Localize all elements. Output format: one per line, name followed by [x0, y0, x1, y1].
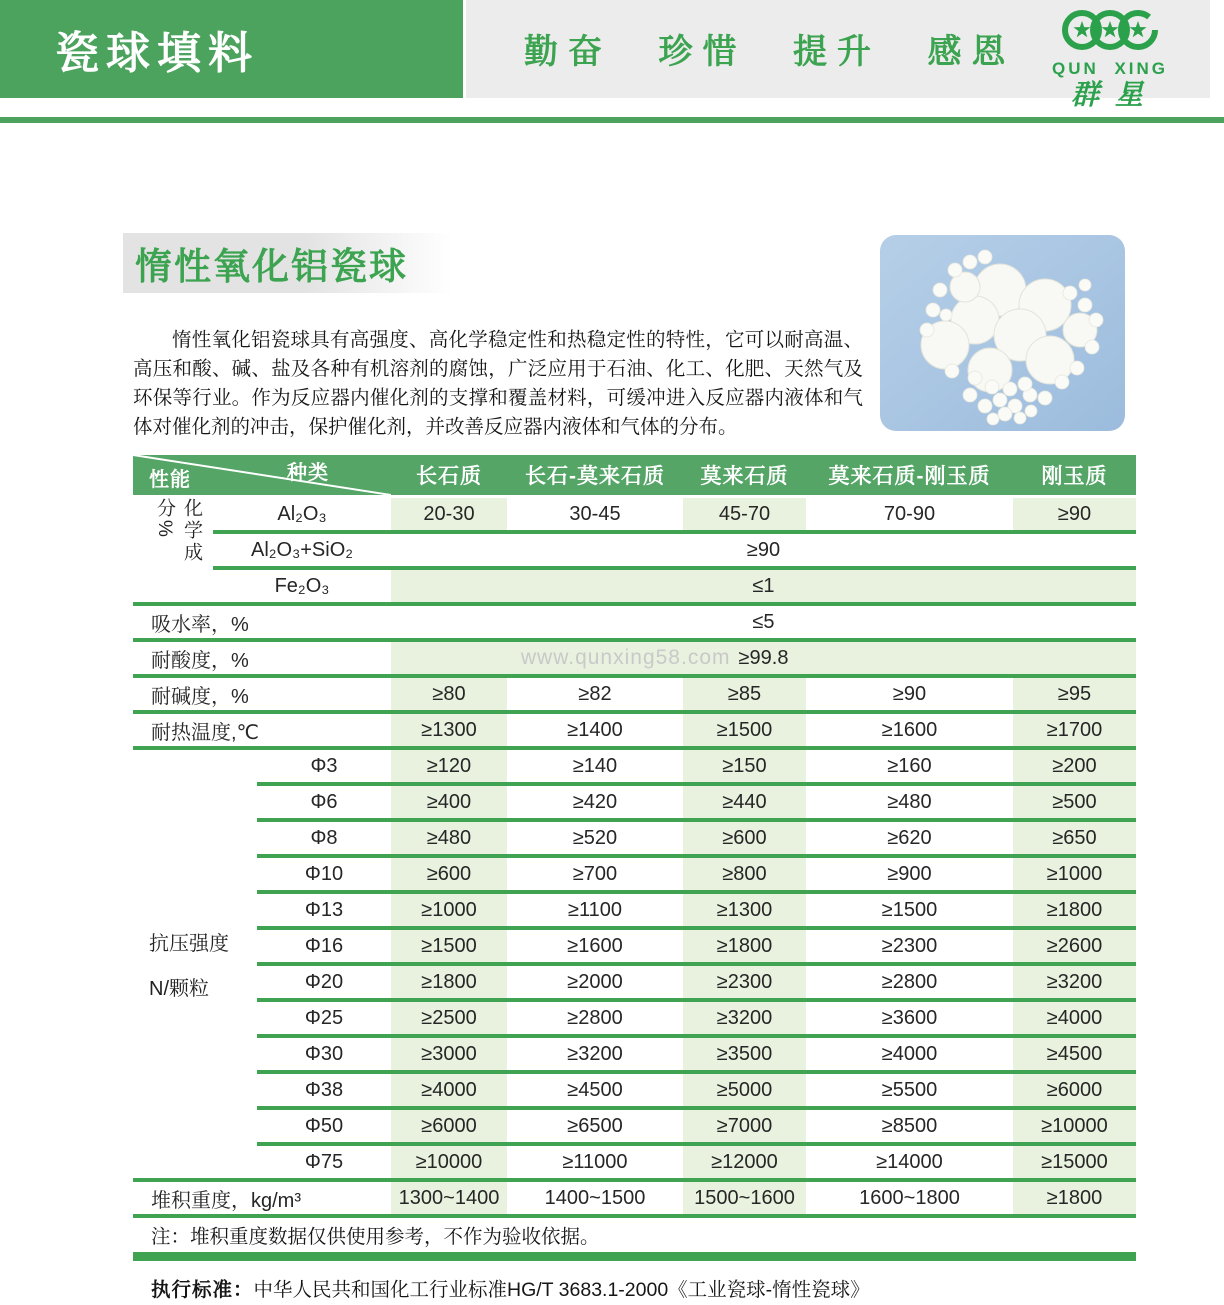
- row-label: 耐热温度,℃: [133, 714, 391, 746]
- merged-value: ≥90: [746, 538, 781, 561]
- section-title: 惰性氧化铝瓷球: [135, 246, 408, 287]
- logo-chinese-name: 群星: [1070, 80, 1159, 111]
- value-cell: ≥11000: [507, 1146, 683, 1178]
- table-header-row: [133, 455, 1136, 495]
- table-row: [133, 570, 1136, 602]
- value-cell: ≥14000: [806, 1146, 1013, 1178]
- company-slogan: 勤奋 珍惜 提升 感恩: [524, 34, 1016, 71]
- value-cell: ≥1600: [507, 930, 683, 962]
- value-cell: ≥1800: [1013, 894, 1136, 926]
- value-cell: 1500~1600: [683, 1182, 806, 1214]
- watermark: www.qunxing58.com: [520, 646, 731, 669]
- value-cell: 1300~1400: [391, 1182, 507, 1214]
- row-label: Φ6: [133, 786, 391, 818]
- value-cell: ≥80: [391, 678, 507, 710]
- row-label: 耐酸度，%: [133, 642, 391, 674]
- value-cell: ≥3200: [683, 1002, 806, 1034]
- row-label: Fe₂O₃: [133, 570, 391, 602]
- row-label: Al₂O₃: [133, 498, 391, 530]
- header-rule: [0, 117, 1224, 123]
- value-cell: ≥4500: [1013, 1038, 1136, 1070]
- value-cell: ≥1300: [683, 894, 806, 926]
- merged-value: ≤5: [752, 610, 775, 633]
- value-cell: ≥10000: [1013, 1110, 1136, 1142]
- row-label: Φ8: [133, 822, 391, 854]
- value-cell: ≥1000: [391, 894, 507, 926]
- table-row: [133, 714, 1136, 746]
- value-cell: ≥90: [806, 678, 1013, 710]
- header-banner: [0, 0, 463, 98]
- standard-text: 中华人民共和国化工行业标准HG/T 3683.1-2000《工业瓷球-惰性瓷球》: [253, 1279, 870, 1301]
- group-label-strength-line1: 抗压强度: [149, 933, 229, 955]
- value-cell: ≥480: [391, 822, 507, 854]
- value-cell: ≥1300: [391, 714, 507, 746]
- column-header: 长石质: [416, 465, 482, 488]
- value-cell: ≥1400: [507, 714, 683, 746]
- value-cell: ≥10000: [391, 1146, 507, 1178]
- merged-value: ≥99.8: [738, 646, 789, 669]
- value-cell: ≥400: [391, 786, 507, 818]
- value-cell: 70-90: [806, 498, 1013, 530]
- merged-value-cell: [391, 606, 1136, 638]
- value-cell: ≥1800: [391, 966, 507, 998]
- value-cell: ≥800: [683, 858, 806, 890]
- value-cell: ≥480: [806, 786, 1013, 818]
- value-cell: ≥120: [391, 750, 507, 782]
- value-cell: ≥4500: [507, 1074, 683, 1106]
- value-cell: ≥12000: [683, 1146, 806, 1178]
- corner-cell: [133, 455, 391, 495]
- value-cell: ≥4000: [391, 1074, 507, 1106]
- company-logo: [1030, 6, 1190, 110]
- value-cell: ≥1500: [391, 930, 507, 962]
- column-header: 莫来石质: [700, 465, 789, 488]
- value-cell: 1600~1800: [806, 1182, 1013, 1214]
- value-cell: ≥600: [683, 822, 806, 854]
- value-cell: ≥2800: [806, 966, 1013, 998]
- value-cell: ≥4000: [806, 1038, 1013, 1070]
- column-header: 长石-莫来石质: [525, 465, 665, 488]
- row-label: Φ3: [133, 750, 391, 782]
- value-cell: ≥2600: [1013, 930, 1136, 962]
- value-cell: ≥2000: [507, 966, 683, 998]
- value-cell: ≥95: [1013, 678, 1136, 710]
- value-cell: ≥700: [507, 858, 683, 890]
- row-label: Al₂O₃+SiO₂: [133, 534, 391, 566]
- value-cell: ≥900: [806, 858, 1013, 890]
- table-row: [133, 750, 1136, 782]
- value-cell: ≥6000: [1013, 1074, 1136, 1106]
- row-label: Φ13: [133, 894, 391, 926]
- value-cell: ≥520: [507, 822, 683, 854]
- row-label: Φ10: [133, 858, 391, 890]
- value-cell: ≥1500: [806, 894, 1013, 926]
- row-label: Φ38: [133, 1074, 391, 1106]
- table-row: [133, 930, 1136, 962]
- product-category-title: 瓷球填料: [55, 29, 259, 78]
- value-cell: ≥3500: [683, 1038, 806, 1070]
- value-cell: ≥7000: [683, 1110, 806, 1142]
- value-cell: 1400~1500: [507, 1182, 683, 1214]
- row-label: 堆积重度，kg/m³: [133, 1182, 391, 1214]
- table-row: [133, 606, 1136, 638]
- value-cell: ≥82: [507, 678, 683, 710]
- table-row: [133, 1074, 1136, 1106]
- value-cell: ≥1800: [1013, 1182, 1136, 1214]
- standard-line: [133, 1274, 1136, 1302]
- spec-table: [133, 455, 1136, 1302]
- table-row: [133, 534, 1136, 566]
- value-cell: ≥1600: [806, 714, 1013, 746]
- table-row: [133, 858, 1136, 890]
- corner-label-kind: 种类: [287, 462, 329, 484]
- value-cell: ≥1800: [683, 930, 806, 962]
- table-row: [133, 498, 1136, 530]
- merged-value-cell: [391, 534, 1136, 566]
- row-label: Φ30: [133, 1038, 391, 1070]
- value-cell: ≥3000: [391, 1038, 507, 1070]
- value-cell: ≥2300: [806, 930, 1013, 962]
- value-cell: ≥90: [1013, 498, 1136, 530]
- value-cell: ≥6000: [391, 1110, 507, 1142]
- merged-value-cell: [391, 570, 1136, 602]
- group-label-chemical: 化学成分%: [154, 498, 202, 564]
- table-row: [133, 1146, 1136, 1178]
- thick-divider: [133, 1252, 1136, 1261]
- value-cell: ≥4000: [1013, 1002, 1136, 1034]
- logo-rings-icon: [1058, 6, 1162, 54]
- value-cell: ≥620: [806, 822, 1013, 854]
- table-body: [133, 498, 1136, 1218]
- header-band: [466, 0, 1210, 111]
- group-label-strength-line2: N/颗粒: [149, 978, 209, 1000]
- merged-value-cell: [391, 642, 1136, 674]
- table-row: [133, 1110, 1136, 1142]
- value-cell: ≥2800: [507, 1002, 683, 1034]
- product-photo: [880, 235, 1125, 431]
- table-row: [133, 822, 1136, 854]
- row-label: 吸水率，%: [133, 606, 391, 638]
- value-cell: ≥1500: [683, 714, 806, 746]
- table-row: [133, 678, 1136, 710]
- value-cell: 45-70: [683, 498, 806, 530]
- section-title-block: [123, 233, 453, 293]
- value-cell: ≥440: [683, 786, 806, 818]
- value-cell: ≥85: [683, 678, 806, 710]
- value-cell: ≥3200: [1013, 966, 1136, 998]
- row-label: Φ75: [133, 1146, 391, 1178]
- table-row: [133, 786, 1136, 818]
- standard-label: 执行标准：: [151, 1279, 254, 1301]
- value-cell: ≥500: [1013, 786, 1136, 818]
- value-cell: ≥5500: [806, 1074, 1013, 1106]
- table-row: [133, 894, 1136, 926]
- corner-label-property: 性能: [149, 469, 191, 491]
- table-row: [133, 1182, 1136, 1214]
- value-cell: ≥150: [683, 750, 806, 782]
- value-cell: 30-45: [507, 498, 683, 530]
- group-label-strength: [149, 750, 229, 1178]
- value-cell: ≥600: [391, 858, 507, 890]
- table-row: [133, 966, 1136, 998]
- table-row: [133, 1002, 1136, 1034]
- value-cell: ≥200: [1013, 750, 1136, 782]
- row-label: Φ50: [133, 1110, 391, 1142]
- value-cell: ≥650: [1013, 822, 1136, 854]
- row-label: Φ16: [133, 930, 391, 962]
- value-cell: ≥420: [507, 786, 683, 818]
- value-cell: ≥1100: [507, 894, 683, 926]
- value-cell: ≥8500: [806, 1110, 1013, 1142]
- value-cell: ≥140: [507, 750, 683, 782]
- table-row: [133, 1038, 1136, 1070]
- value-cell: ≥3200: [507, 1038, 683, 1070]
- value-cell: ≥2300: [683, 966, 806, 998]
- column-header: 刚玉质: [1041, 465, 1108, 488]
- logo-latin-name: QUN XING: [1051, 59, 1169, 78]
- product-description: 惰性氧化铝瓷球具有高强度、高化学稳定性和热稳定性的特性，它可以耐高温、高压和酸、碱、盐及各种有机溶剂的腐蚀，广泛应用于石油、化工、化肥、天然气及环保等行业。作为反应器内催化剂的支撑和覆盖材料，可缓冲进入反应器内液体和气体对催化剂的冲击，保护催化剂，并改善反应器内液体和气体的分布。: [133, 328, 863, 438]
- row-label: 耐碱度，%: [133, 678, 391, 710]
- value-cell: ≥2500: [391, 1002, 507, 1034]
- row-label: Φ20: [133, 966, 391, 998]
- ceramic-balls-image: [880, 235, 1125, 431]
- value-cell: ≥3600: [806, 1002, 1013, 1034]
- row-label: Φ25: [133, 1002, 391, 1034]
- table-row: [133, 642, 1136, 674]
- value-cell: 20-30: [391, 498, 507, 530]
- note-row: 注：堆积重度数据仅供使用参考，不作为验收依据。: [133, 1218, 1136, 1252]
- value-cell: ≥160: [806, 750, 1013, 782]
- value-cell: ≥5000: [683, 1074, 806, 1106]
- value-cell: ≥1000: [1013, 858, 1136, 890]
- value-cell: ≥1700: [1013, 714, 1136, 746]
- column-header: 莫来石质-刚玉质: [828, 465, 991, 488]
- value-cell: ≥6500: [507, 1110, 683, 1142]
- value-cell: ≥15000: [1013, 1146, 1136, 1178]
- merged-value: ≤1: [752, 574, 775, 597]
